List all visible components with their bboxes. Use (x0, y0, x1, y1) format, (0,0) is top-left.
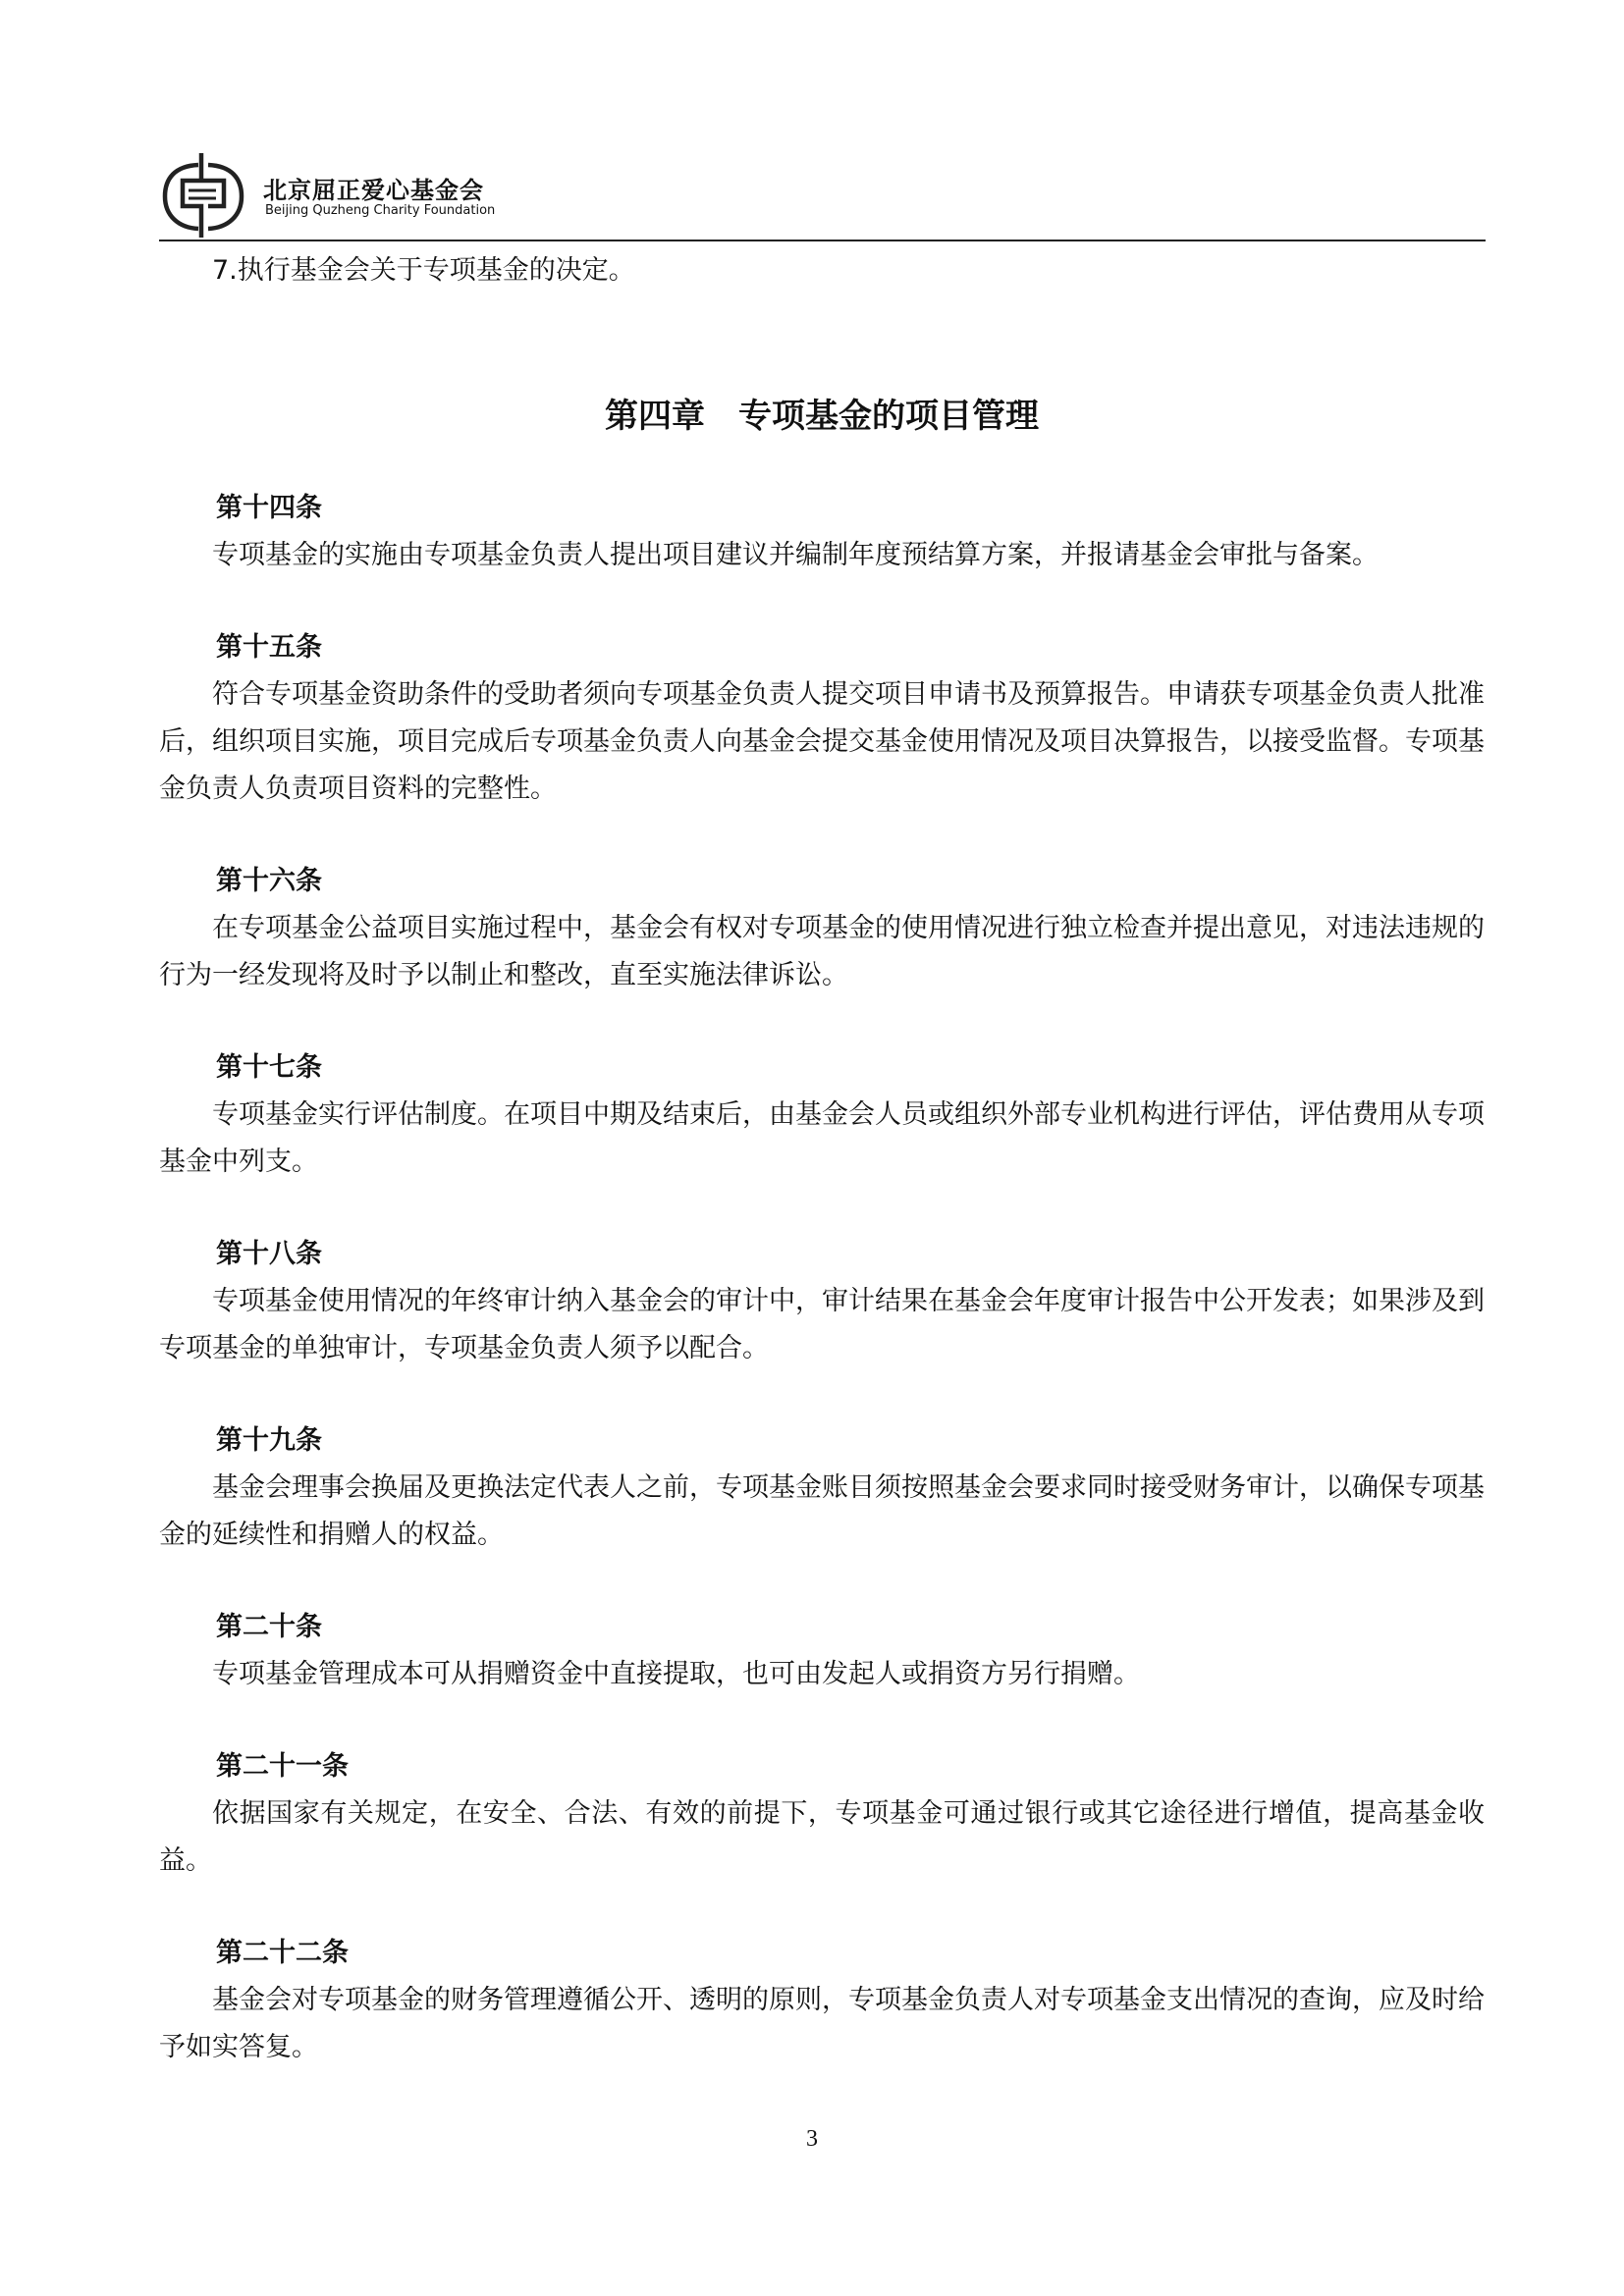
article-heading: 第十八条 (216, 1239, 322, 1269)
article-19 (159, 1417, 1485, 1559)
org-name-chinese: 北京屈正爱心基金会 (263, 177, 484, 204)
article-body: 符合专项基金资助条件的受助者须向专项基金负责人提交项目申请书及预算报告。申请获专项基金负责人批准后，组织项目实施，项目完成后专项基金负责人向基金会提交基金使用情况及项目决算报告，以接受监督。专项基金负责人负责项目资料的完整性。 (159, 679, 1485, 804)
continuation-item: 7.执行基金会关于专项基金的决定。 (212, 255, 635, 286)
article-body: 基金会对专项基金的财务管理遵循公开、透明的原则，专项基金负责人对专项基金支出情况的查询，应及时给予如实答复。 (159, 1985, 1485, 2062)
article-heading: 第十四条 (216, 493, 322, 523)
article-heading: 第十七条 (216, 1052, 322, 1083)
article-heading: 第二十一条 (216, 1751, 349, 1782)
article-body: 专项基金实行评估制度。在项目中期及结束后，由基金会人员或组织外部专业机构进行评估，评估费用从专项基金中列支。 (159, 1099, 1485, 1177)
article-heading: 第二十条 (216, 1612, 322, 1642)
article-heading: 第十五条 (216, 632, 322, 663)
article-17 (159, 1044, 1485, 1186)
article-20 (159, 1604, 1485, 1698)
article-body: 基金会理事会换届及更换法定代表人之前，专项基金账目须按照基金会要求同时接受财务审计，以确保专项基金的延续性和捐赠人的权益。 (159, 1472, 1485, 1550)
article-body: 在专项基金公益项目实施过程中，基金会有权对专项基金的使用情况进行独立检查并提出意见，对违法违规的行为一经发现将及时予以制止和整改，直至实施法律诉讼。 (159, 913, 1485, 990)
chapter-title: 第四章 专项基金的项目管理 (605, 397, 1039, 436)
header-divider (159, 240, 1486, 241)
article-body: 专项基金使用情况的年终审计纳入基金会的审计中，审计结果在基金会年度审计报告中公开发表；如果涉及到专项基金的单独审计，专项基金负责人须予以配合。 (159, 1286, 1485, 1363)
article-heading: 第十九条 (216, 1425, 322, 1456)
qu-character-seal-icon (159, 151, 247, 240)
article-14 (159, 485, 1485, 579)
article-22 (159, 1930, 1485, 2071)
article-heading: 第二十二条 (216, 1938, 349, 1968)
article-18 (159, 1231, 1485, 1372)
document-body (159, 247, 1485, 2116)
article-16 (159, 858, 1485, 999)
article-21 (159, 1743, 1485, 1885)
page-number: 3 (806, 2126, 818, 2152)
article-body: 专项基金的实施由专项基金负责人提出项目建议并编制年度预结算方案，并报请基金会审批与备案。 (212, 540, 1379, 570)
article-15 (159, 624, 1485, 813)
article-body: 依据国家有关规定，在安全、合法、有效的前提下，专项基金可通过银行或其它途径进行增值，提高基金收益。 (159, 1798, 1485, 1876)
page-header (159, 147, 1485, 240)
article-body: 专项基金管理成本可从捐赠资金中直接提取，也可由发起人或捐资方另行捐赠。 (212, 1659, 1140, 1689)
article-heading: 第十六条 (216, 866, 322, 896)
org-name-english: Beijing Quzheng Charity Foundation (265, 203, 496, 218)
